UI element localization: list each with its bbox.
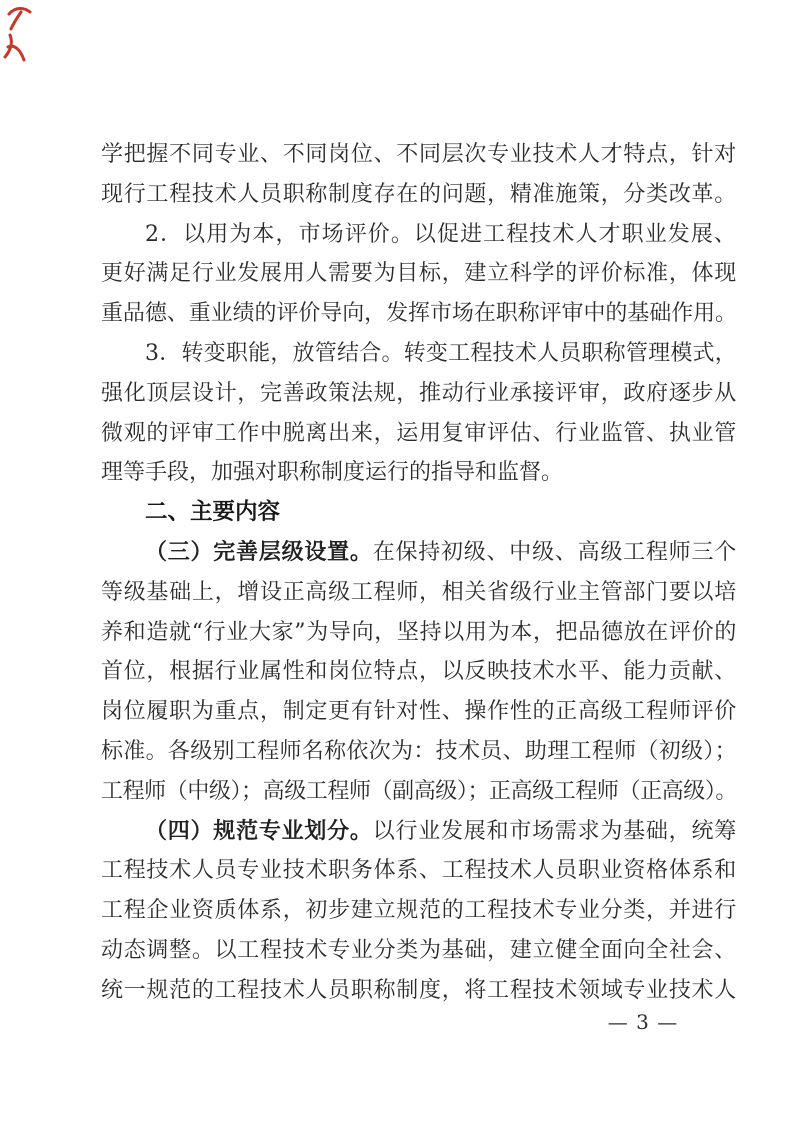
text-line bbox=[101, 135, 737, 175]
text-line bbox=[101, 414, 737, 454]
body-text: 岗位履职为重点，制定更有针对性、操作性的正高级工程师评价 bbox=[101, 699, 737, 725]
clause-lead: （三）完善层级设置。 bbox=[145, 538, 373, 565]
text-line bbox=[101, 812, 737, 852]
text-line bbox=[101, 652, 737, 692]
text-line bbox=[101, 851, 737, 891]
text-line bbox=[101, 971, 737, 1011]
text-line bbox=[101, 254, 737, 294]
body-text: 2．以用为本，市场评价。以促进工程技术人才职业发展、 bbox=[145, 221, 737, 247]
text-line bbox=[101, 334, 737, 374]
body-text: 统一规范的工程技术人员职称制度，将工程技术领域专业技术人 bbox=[101, 977, 737, 1003]
text-line bbox=[101, 453, 737, 493]
body-text: 养和造就“行业大家”为导向，坚持以用为本，把品德放在评价的 bbox=[101, 619, 737, 645]
text-line bbox=[101, 374, 737, 414]
text-line bbox=[101, 215, 737, 255]
text-line bbox=[101, 294, 737, 334]
body-text: 重品德、重业绩的评价导向，发挥市场在职称评审中的基础作用。 bbox=[101, 301, 737, 327]
clause-lead: （四）规范专业划分。 bbox=[145, 817, 373, 844]
body-text: 强化顶层设计，完善政策法规，推动行业承接评审，政府逐步从 bbox=[101, 380, 737, 406]
body-text: 3．转变职能，放管结合。转变工程技术人员职称管理模式， bbox=[145, 340, 737, 366]
body-text: 更好满足行业发展用人需要为目标，建立科学的评价标准，体现 bbox=[101, 261, 737, 287]
body-text: 动态调整。以工程技术专业分类为基础，建立健全面向全社会、 bbox=[101, 937, 737, 963]
section-heading: 二、主要内容 bbox=[145, 499, 281, 526]
text-line bbox=[101, 493, 737, 533]
page-number: — 3 — bbox=[607, 1010, 679, 1034]
body-text: 现行工程技术人员职称制度存在的问题，精准施策，分类改革。 bbox=[101, 181, 737, 207]
text-line bbox=[101, 613, 737, 653]
text-line bbox=[101, 533, 737, 573]
text-line bbox=[101, 772, 737, 812]
red-ink-mark-2 bbox=[2, 33, 30, 63]
body-text: 学把握不同专业、不同岗位、不同层次专业技术人才特点，针对 bbox=[101, 142, 737, 167]
body-text: 工程技术人员专业技术职务体系、工程技术人员职业资格体系和 bbox=[101, 858, 737, 884]
body-text: 以行业发展和市场需求为基础，统筹 bbox=[372, 818, 737, 844]
body-text: 工程企业资质体系，初步建立规范的工程技术专业分类，并进行 bbox=[101, 898, 737, 924]
body-text: 首位，根据行业属性和岗位特点，以反映技术水平、能力贡献、 bbox=[101, 659, 737, 685]
body-text: 标准。各级别工程师名称依次为：技术员、助理工程师（初级）； bbox=[101, 738, 737, 764]
text-line bbox=[101, 175, 737, 215]
body-text: 在保持初级、中级、高级工程师三个 bbox=[372, 539, 737, 565]
text-line bbox=[101, 891, 737, 931]
text-line bbox=[101, 573, 737, 613]
body-text: 微观的评审工作中脱离出来，运用复审评估、行业监管、执业管 bbox=[101, 420, 737, 446]
text-line bbox=[101, 692, 737, 732]
text-line bbox=[101, 931, 737, 971]
red-ink-mark-1 bbox=[6, 5, 34, 31]
body-text: 等级基础上，增设正高级工程师，相关省级行业主管部门要以培 bbox=[101, 579, 737, 605]
body-text: 工程师（中级）；高级工程师（副高级）；正高级工程师（正高级）。 bbox=[101, 778, 737, 804]
text-line bbox=[101, 732, 737, 772]
document-text-block bbox=[101, 135, 737, 1011]
body-text: 理等手段，加强对职称制度运行的指导和监督。 bbox=[101, 460, 564, 486]
